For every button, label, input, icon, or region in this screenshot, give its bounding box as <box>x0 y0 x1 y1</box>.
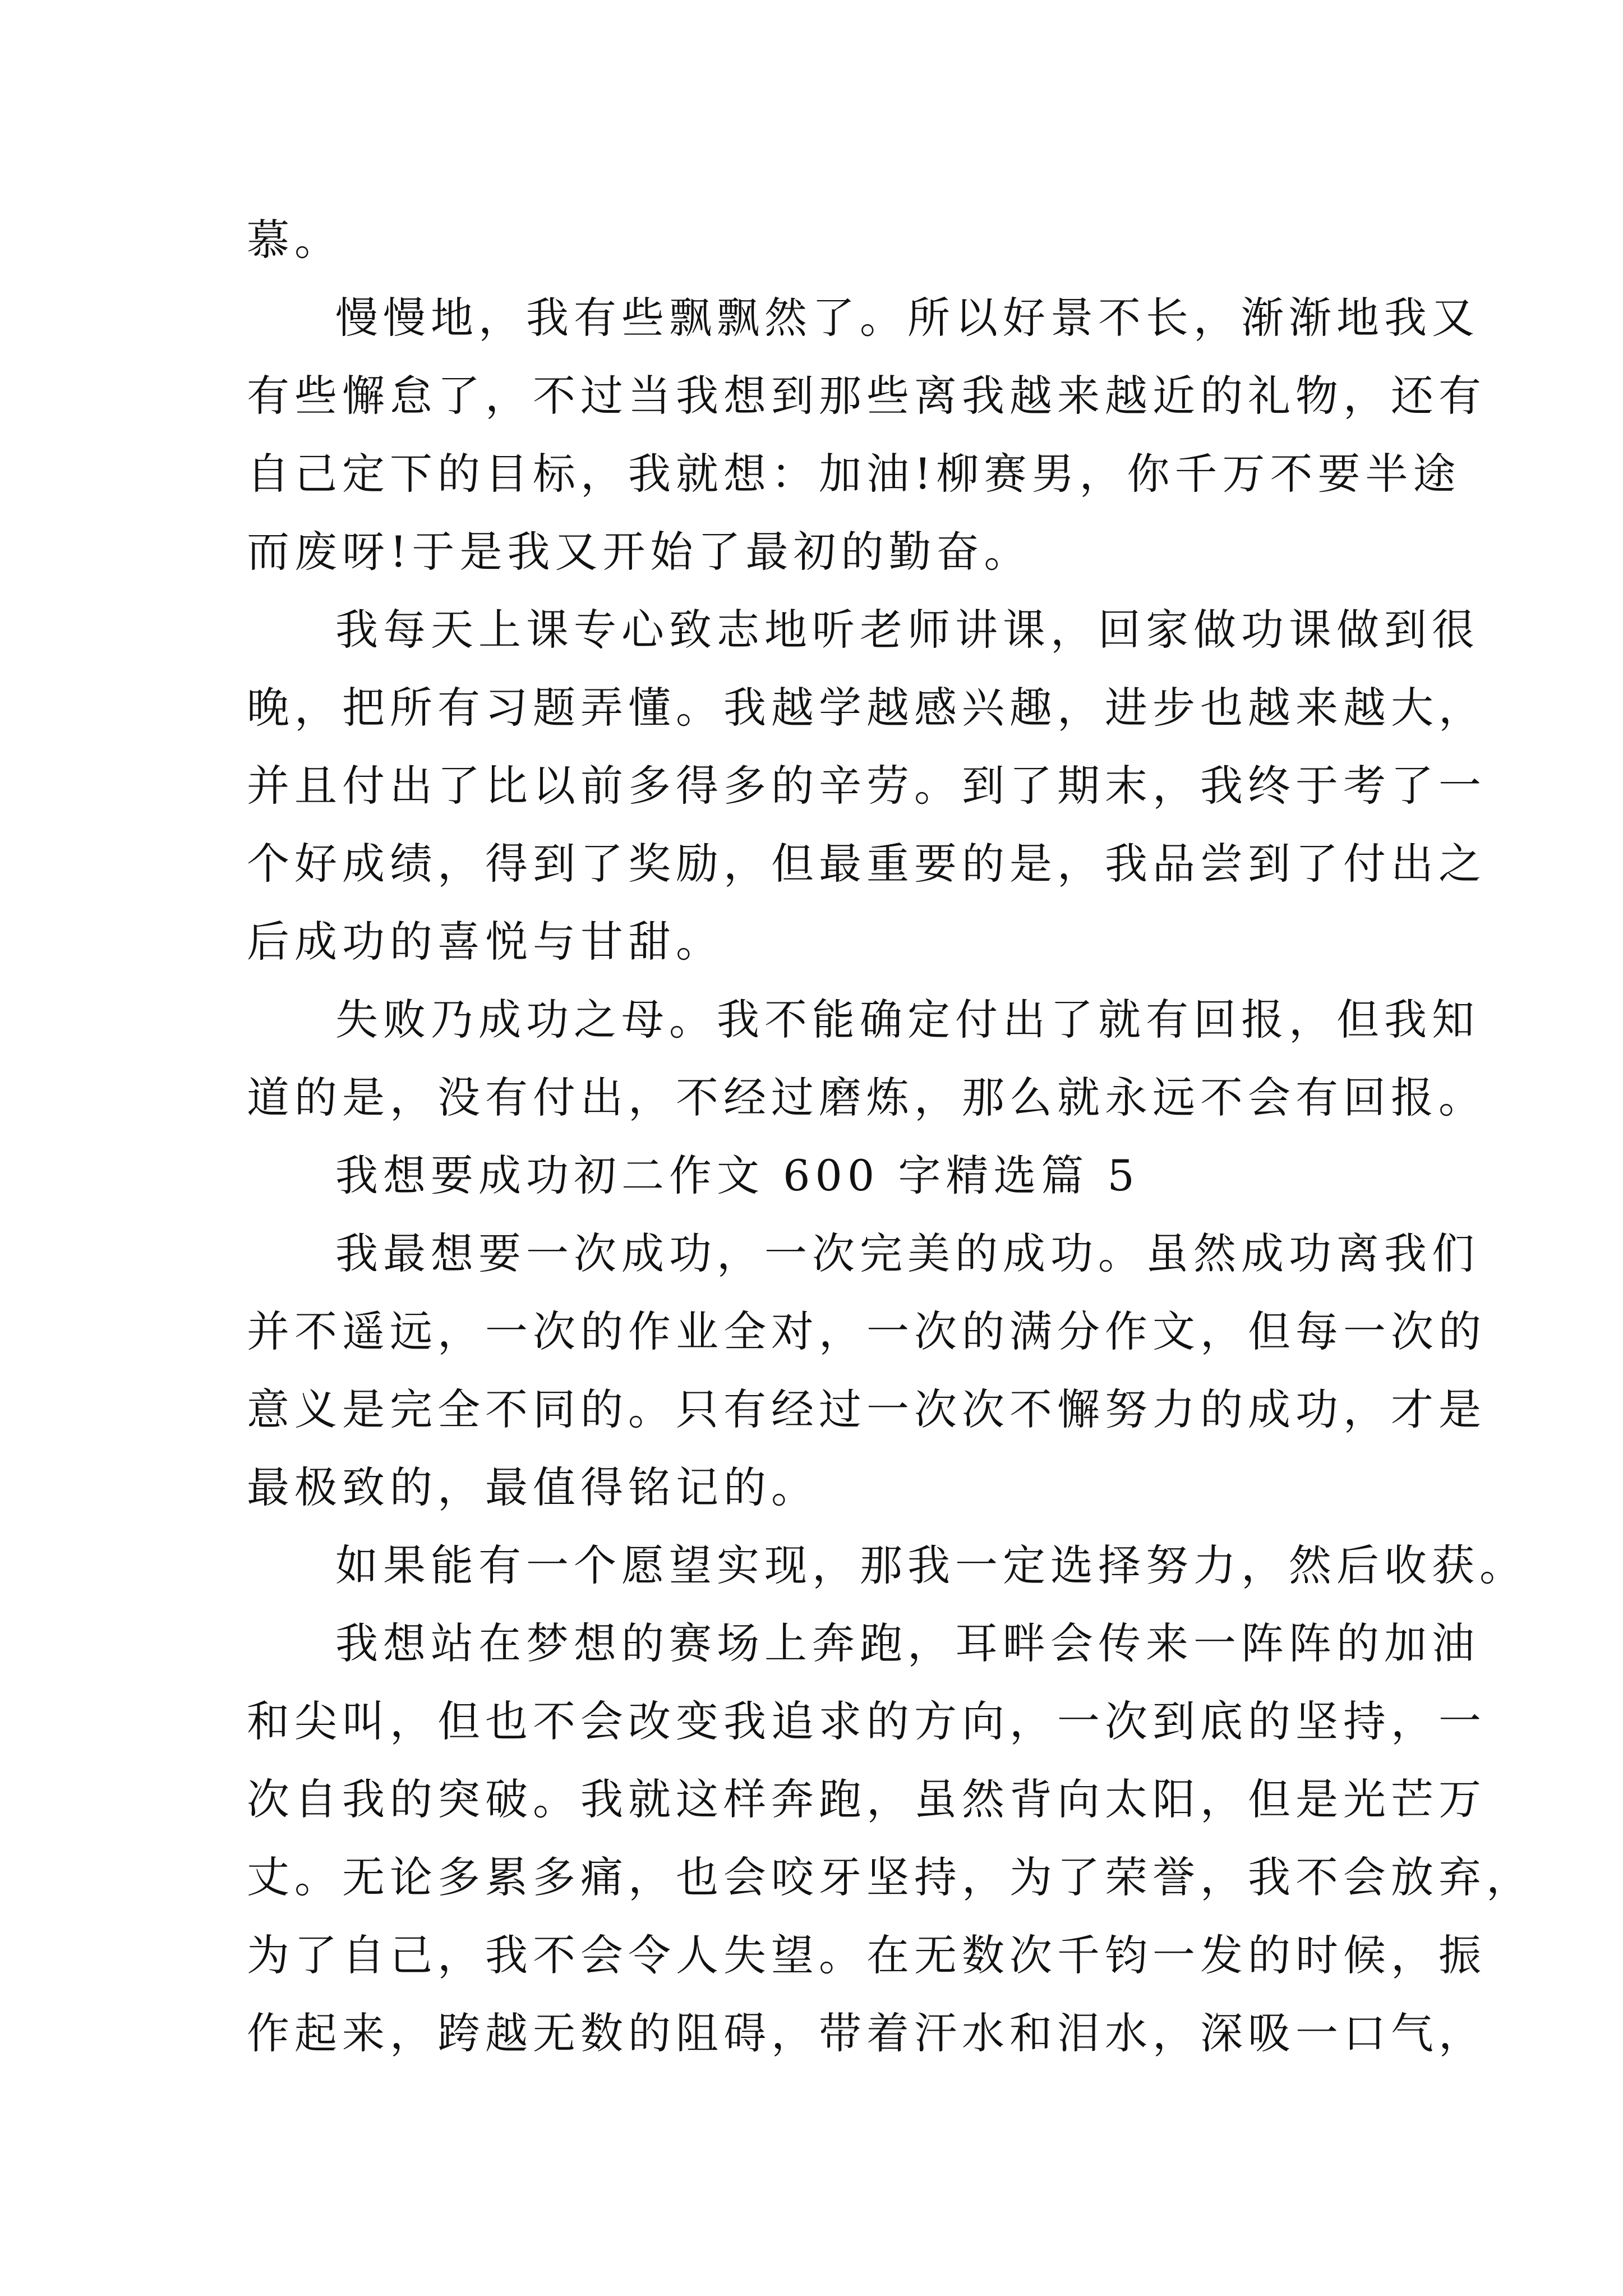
text-line: 并且付出了比以前多得多的辛劳。到了期末，我终于考了一 <box>247 761 1486 811</box>
text-line: 道的是，没有付出，不经过磨炼，那么就永远不会有回报。 <box>247 1073 1486 1122</box>
text-line: 个好成绩，得到了奖励，但最重要的是，我品尝到了付出之 <box>247 839 1486 889</box>
text-line: 而废呀!于是我又开始了最初的勤奋。 <box>247 527 1032 577</box>
text-line: 并不遥远，一次的作业全对，一次的满分作文，但每一次的 <box>247 1306 1486 1356</box>
text-line: 作起来，跨越无数的阻碍，带着汗水和泪水，深吸一口气， <box>247 2008 1486 2058</box>
text-line: 我每天上课专心致志地听老师讲课，回家做功课做到很 <box>335 605 1479 655</box>
text-line: 慕。 <box>247 215 342 265</box>
text-line: 次自我的突破。我就这样奔跑，虽然背向太阳，但是光芒万 <box>247 1774 1486 1824</box>
text-line: 晚，把所有习题弄懂。我越学越感兴趣，进步也越来越大， <box>247 683 1486 733</box>
text-line: 后成功的喜悦与甘甜。 <box>247 917 723 967</box>
essay-body <box>247 201 1534 2072</box>
section-heading: 我想要成功初二作文 600 字精选篇 5 <box>335 1151 1140 1200</box>
text-line: 最极致的，最值得铭记的。 <box>247 1462 819 1512</box>
text-line: 我想站在梦想的赛场上奔跑，耳畔会传来一阵阵的加油 <box>335 1618 1479 1668</box>
text-line: 为了自己，我不会令人失望。在无数次千钧一发的时候，振 <box>247 1930 1486 1980</box>
text-line: 有些懈怠了，不过当我想到那些离我越来越近的礼物，还有 <box>247 371 1486 421</box>
text-line: 意义是完全不同的。只有经过一次次不懈努力的成功，才是 <box>247 1384 1486 1434</box>
text-line: 我最想要一次成功，一次完美的成功。虽然成功离我们 <box>335 1228 1479 1278</box>
text-line: 和尖叫，但也不会改变我追求的方向，一次到底的坚持，一 <box>247 1696 1486 1746</box>
text-line: 失败乃成功之母。我不能确定付出了就有回报，但我知 <box>335 995 1479 1045</box>
text-line: 自己定下的目标，我就想：加油!柳赛男，你千万不要半途 <box>247 449 1461 499</box>
text-line: 丈。无论多累多痛，也会咬牙坚持，为了荣誉，我不会放弃， <box>247 1852 1534 1902</box>
text-line: 慢慢地，我有些飘飘然了。所以好景不长，渐渐地我又 <box>335 293 1479 343</box>
text-line: 如果能有一个愿望实现，那我一定选择努力，然后收获。 <box>335 1540 1527 1590</box>
